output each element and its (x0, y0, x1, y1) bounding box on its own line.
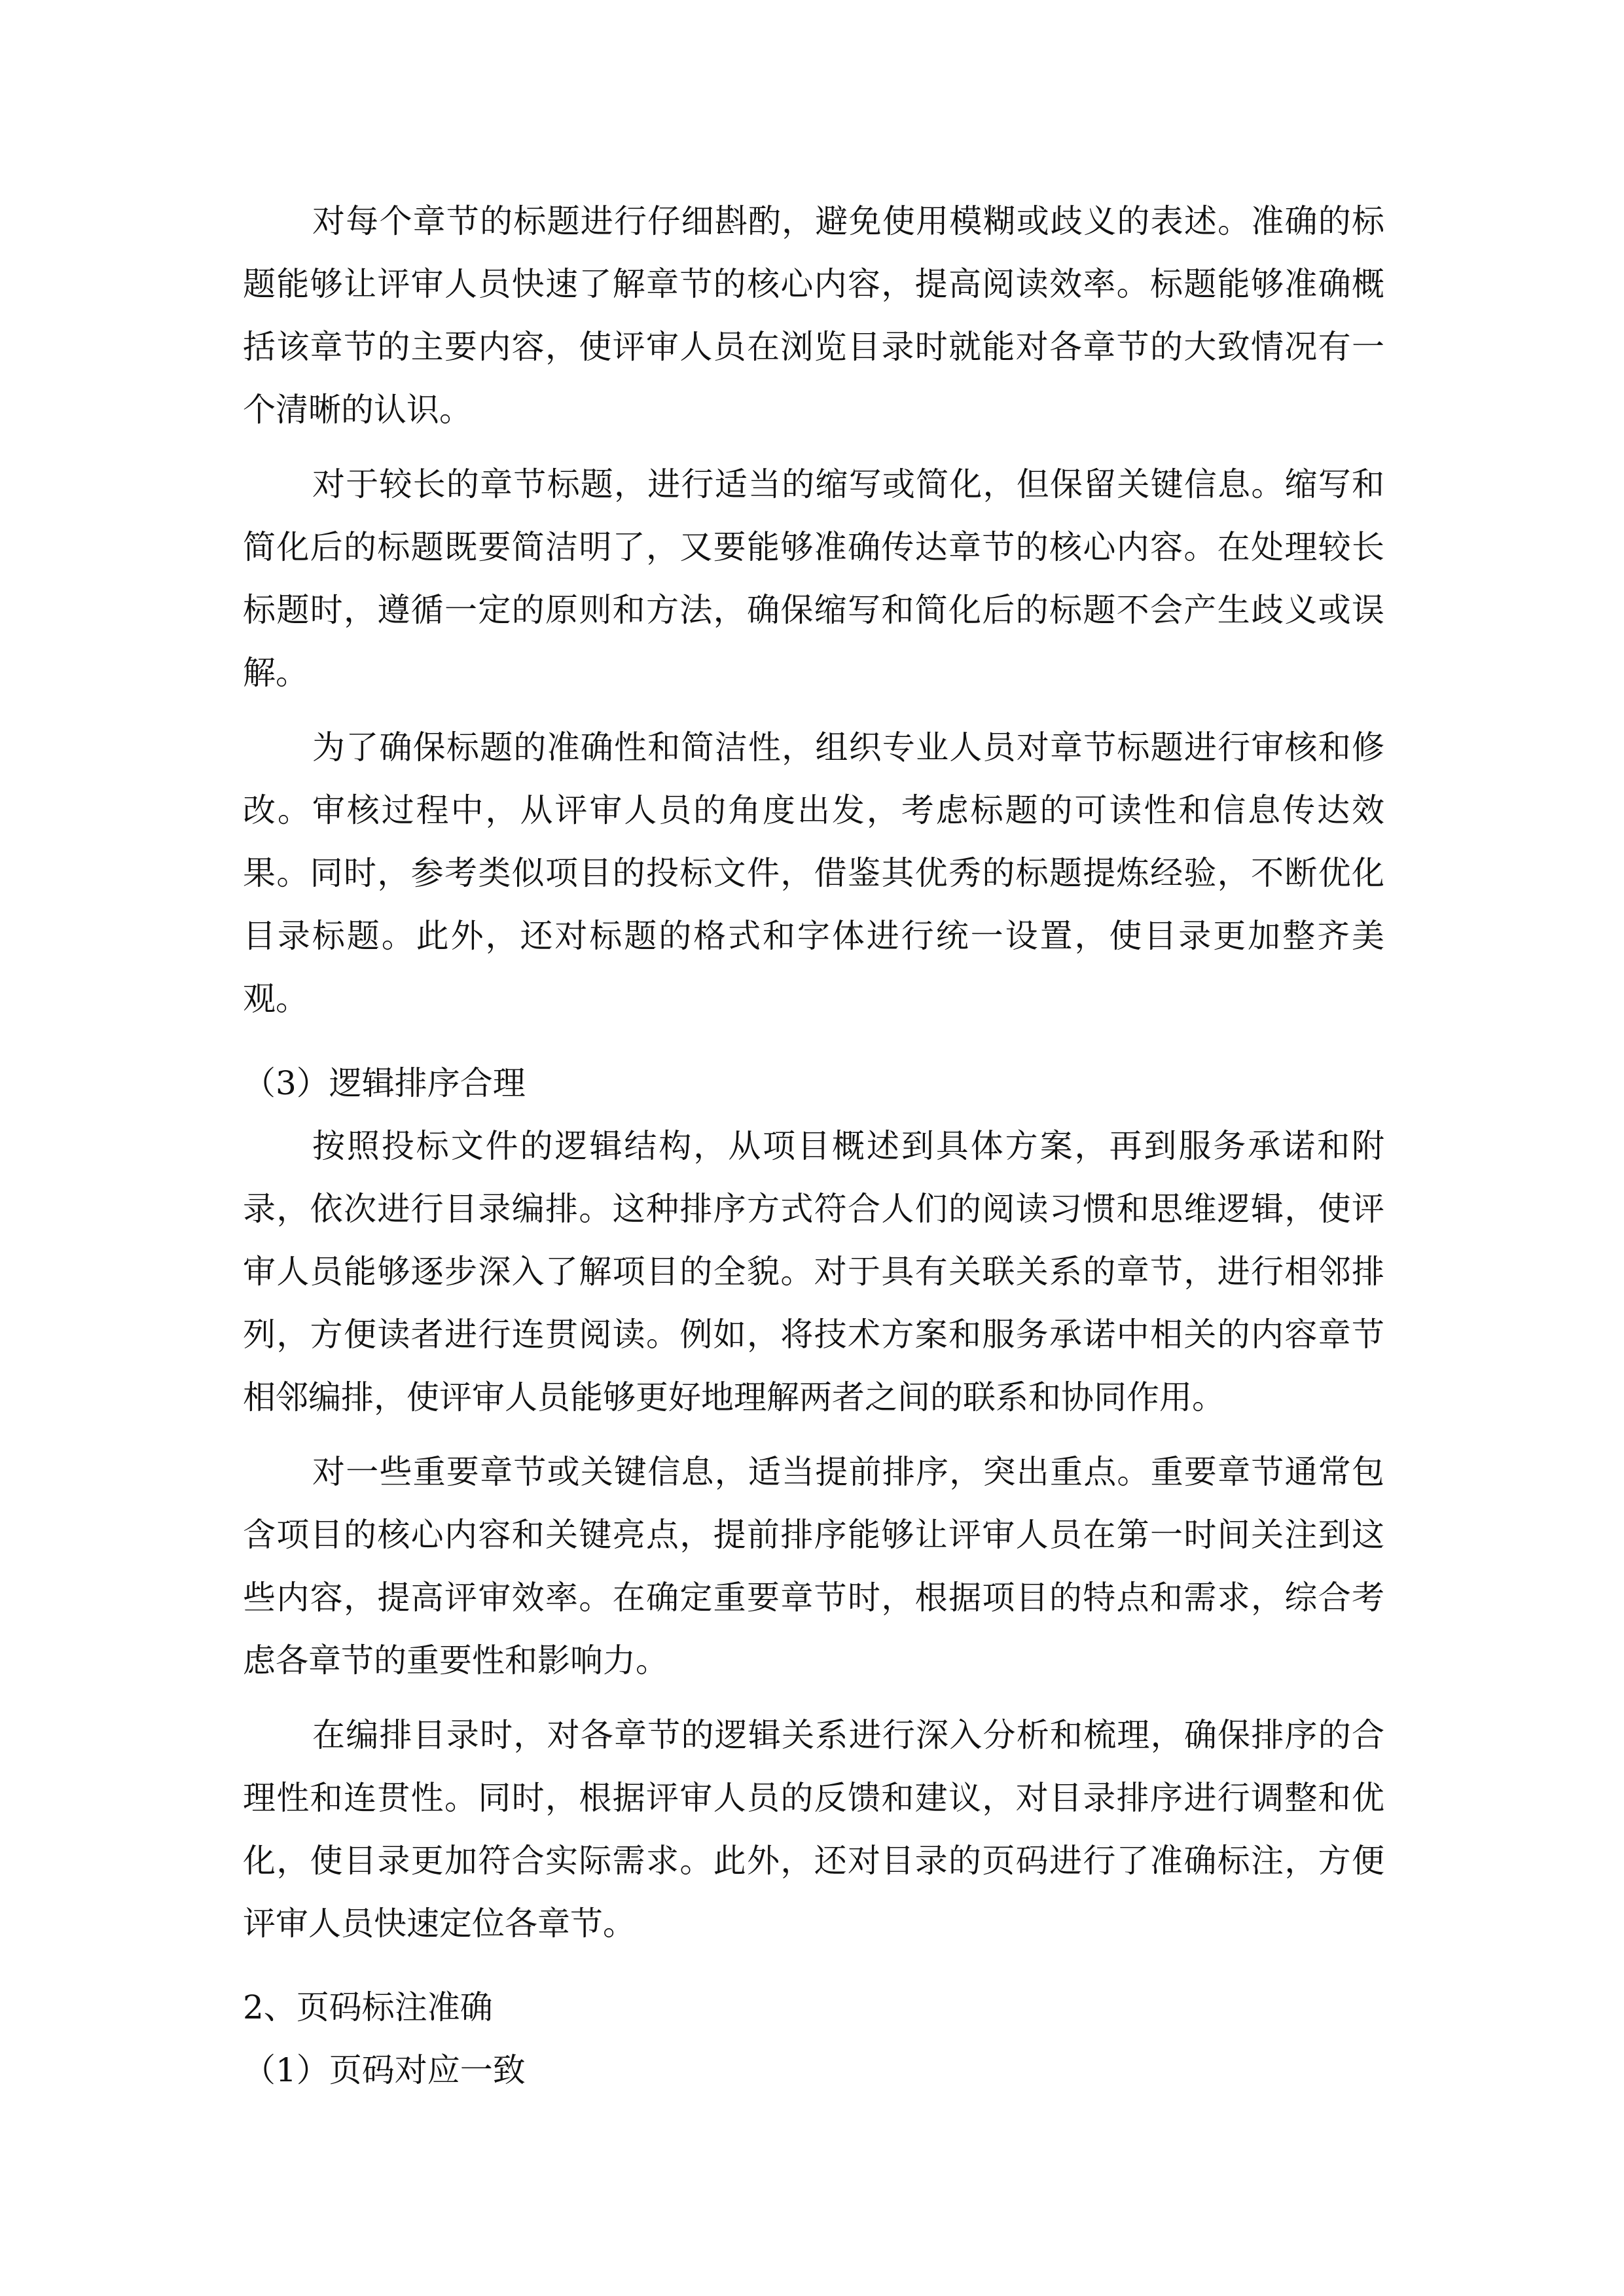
paragraph-line: 些内容，提高评审效率。在确定重要章节时，根据项目的特点和需求，综合考 (243, 1579, 1384, 1617)
paragraph-line: 审人员能够逐步深入了解项目的全貌。对于具有关联关系的章节，进行相邻排 (243, 1253, 1384, 1291)
section-heading: 2、页码标注准确 (243, 1988, 493, 2026)
paragraph-line: 录，依次进行目录编排。这种排序方式符合人们的阅读习惯和思维逻辑，使评 (243, 1190, 1384, 1228)
section-page-numbers (243, 1976, 1384, 2102)
paragraph-line: 个清晰的认识。 (243, 391, 472, 429)
paragraph-line: 列，方便读者进行连贯阅读。例如，将技术方案和服务承诺中相关的内容章节 (243, 1316, 1384, 1354)
paragraph-line: 解。 (243, 654, 308, 692)
paragraph (243, 1115, 1384, 1429)
paragraph-line: 按照投标文件的逻辑结构，从项目概述到具体方案，再到服务承诺和附 (312, 1127, 1384, 1165)
paragraph-line: 改。审核过程中，从评审人员的角度出发，考虑标题的可读性和信息传达效 (243, 791, 1384, 829)
paragraph-line: 相邻编排，使评审人员能够更好地理解两者之间的联系和协同作用。 (243, 1378, 1225, 1416)
paragraph (243, 716, 1384, 1030)
paragraph-line: 在编排目录时，对各章节的逻辑关系进行深入分析和梳理，确保排序的合 (312, 1716, 1384, 1754)
paragraph-line: 虑各章节的重要性和影响力。 (243, 1641, 668, 1679)
section-heading: （3）逻辑排序合理 (243, 1064, 526, 1102)
paragraph-line: 含项目的核心内容和关键亮点，提前排序能够让评审人员在第一时间关注到这 (243, 1516, 1384, 1554)
section-intro (243, 190, 1384, 1030)
paragraph-line: 题能够让评审人员快速了解章节的核心内容，提高阅读效率。标题能够准确概 (243, 265, 1384, 303)
paragraph-line: 理性和连贯性。同时，根据评审人员的反馈和建议，对目录排序进行调整和优 (243, 1779, 1384, 1817)
section-subheading: （1）页码对应一致 (243, 2051, 526, 2089)
paragraph-line: 对每个章节的标题进行仔细斟酌，避免使用模糊或歧义的表述。准确的标 (312, 202, 1384, 240)
paragraph-line: 对一些重要章节或关键信息，适当提前排序，突出重点。重要章节通常包 (312, 1453, 1384, 1491)
paragraph-line: 化，使目录更加符合实际需求。此外，还对目录的页码进行了准确标注，方便 (243, 1842, 1384, 1880)
paragraph-line: 标题时，遵循一定的原则和方法，确保缩写和简化后的标题不会产生歧义或误 (243, 591, 1384, 629)
paragraph-line: 括该章节的主要内容，使评审人员在浏览目录时就能对各章节的大致情况有一 (243, 328, 1384, 366)
paragraph-line: 果。同时，参考类似项目的投标文件，借鉴其优秀的标题提炼经验，不断优化 (243, 854, 1384, 892)
paragraph (243, 1704, 1384, 1955)
paragraph-line: 目录标题。此外，还对标题的格式和字体进行统一设置，使目录更加整齐美 (243, 917, 1384, 955)
paragraph-line: 对于较长的章节标题，进行适当的缩写或简化，但保留关键信息。缩写和 (312, 465, 1384, 503)
paragraph-line: 简化后的标题既要简洁明了，又要能够准确传达章节的核心内容。在处理较长 (243, 528, 1384, 566)
paragraph (243, 1441, 1384, 1692)
paragraph (243, 190, 1384, 441)
paragraph-line: 评审人员快速定位各章节。 (243, 1905, 636, 1943)
paragraph (243, 453, 1384, 704)
section-logical-order (243, 1052, 1384, 1955)
paragraph-line: 为了确保标题的准确性和简洁性，组织专业人员对章节标题进行审核和修 (312, 728, 1384, 766)
paragraph-line: 观。 (243, 980, 308, 1018)
